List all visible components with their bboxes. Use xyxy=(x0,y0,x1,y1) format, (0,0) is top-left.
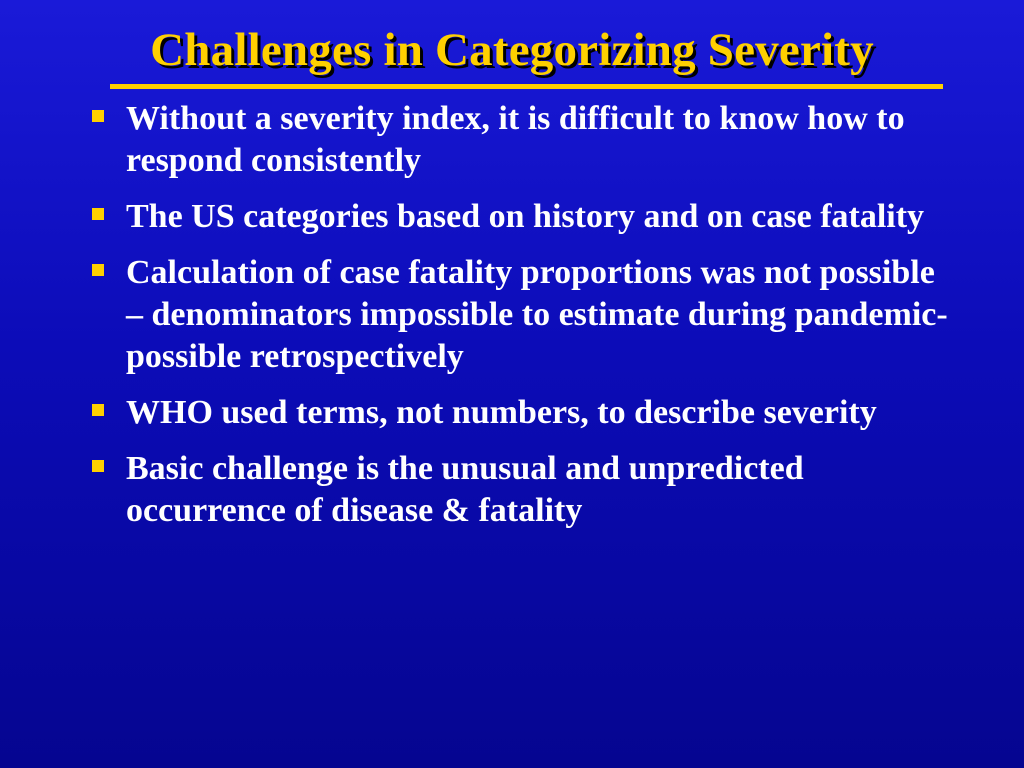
bullet-text: The US categories based on history and on case fatality xyxy=(126,198,925,235)
bullet-text: WHO used terms, not numbers, to describe severity xyxy=(126,394,877,431)
square-bullet-icon xyxy=(92,264,104,276)
bullet-item xyxy=(86,196,956,238)
bullet-list xyxy=(86,98,956,546)
bullet-item xyxy=(86,448,956,532)
bullet-item xyxy=(86,392,956,434)
bullet-text: Without a severity index, it is difficult to know how to respond consistently xyxy=(126,100,905,179)
bullet-text: Basic challenge is the unusual and unpredicted occurrence of disease & fatality xyxy=(126,450,804,529)
slide-title: Challenges in Categorizing Severity xyxy=(150,24,874,76)
title-underline xyxy=(110,84,943,89)
square-bullet-icon xyxy=(92,110,104,122)
square-bullet-icon xyxy=(92,404,104,416)
bullet-item xyxy=(86,98,956,182)
bullet-text: Calculation of case fatality proportions was not possible – denominators impossible to estimate during pandemic-possible retrospectively xyxy=(126,254,948,375)
square-bullet-icon xyxy=(92,460,104,472)
bullet-item xyxy=(86,252,956,378)
square-bullet-icon xyxy=(92,208,104,220)
